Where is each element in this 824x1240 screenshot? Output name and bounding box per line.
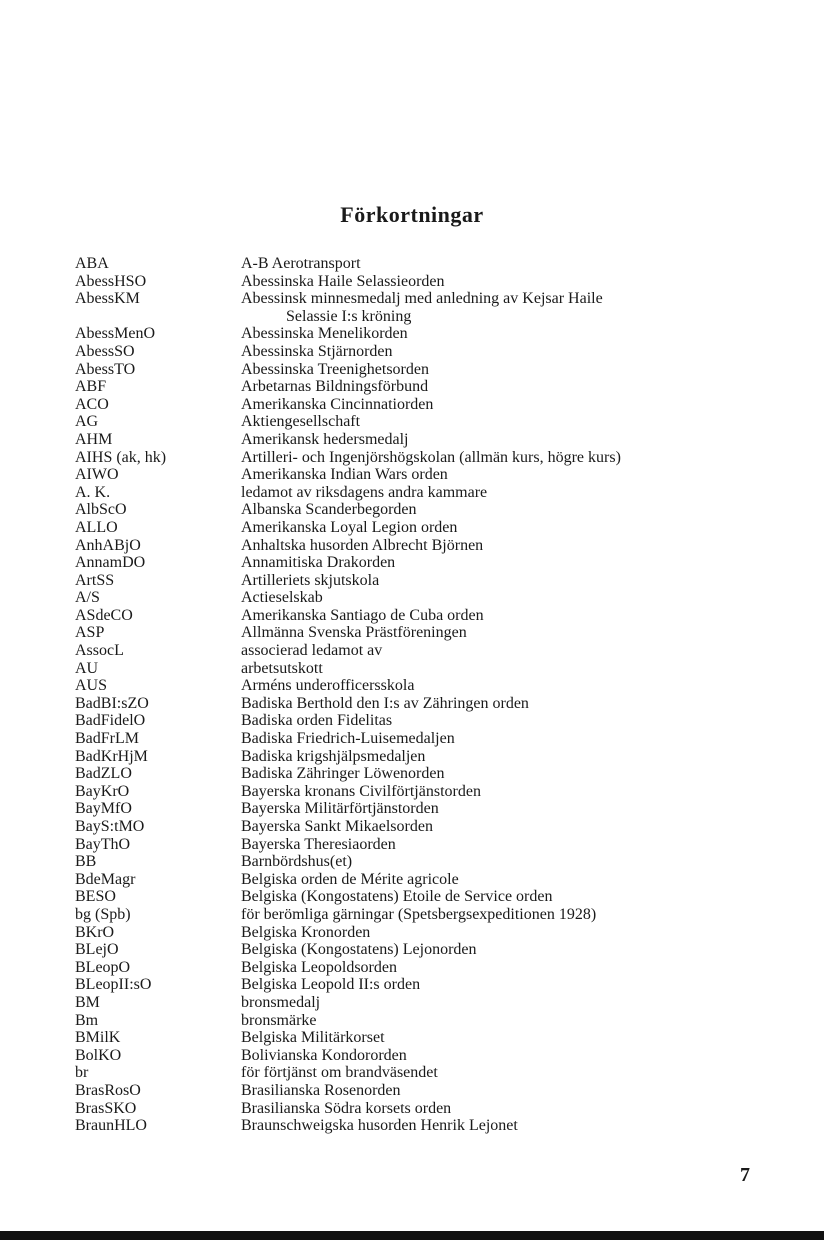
definition-text: A-B Aerotransport bbox=[241, 255, 361, 272]
definition-text: för förtjänst om brandväsendet bbox=[241, 1064, 438, 1082]
definition-text: Actieselskab bbox=[241, 589, 323, 607]
definition bbox=[241, 1064, 749, 1082]
definition-text: associerad ledamot av bbox=[241, 642, 383, 660]
definition-text: Braunschweigska husorden Henrik Lejonet bbox=[241, 1117, 518, 1135]
abbreviation: AbessTO bbox=[75, 360, 136, 378]
definition-text: Albanska Scanderbegorden bbox=[241, 501, 417, 519]
abbreviation: ABA bbox=[75, 255, 109, 272]
abbreviation: AnhABjO bbox=[75, 536, 141, 554]
definition bbox=[241, 642, 749, 660]
definition bbox=[241, 361, 749, 379]
definition bbox=[241, 800, 749, 818]
abbreviation-entry bbox=[0, 783, 824, 801]
definition bbox=[241, 994, 749, 1012]
abbreviation-entry bbox=[0, 343, 824, 361]
definition bbox=[241, 976, 749, 994]
abbreviation: ASdeCO bbox=[75, 606, 133, 624]
definition-text: Badiska krigshjälpsmedaljen bbox=[241, 747, 426, 765]
abbreviation-entry bbox=[0, 941, 824, 959]
definition-text: Annamitiska Drakorden bbox=[241, 554, 396, 572]
definition bbox=[241, 888, 749, 906]
definition-text: Bayerska Sankt Mikaelsorden bbox=[241, 818, 433, 835]
abbreviation-entry bbox=[0, 290, 824, 325]
abbreviation-entry bbox=[0, 748, 824, 766]
definition bbox=[241, 853, 749, 871]
abbreviation: AUS bbox=[75, 677, 108, 695]
abbreviation-entry bbox=[0, 712, 824, 730]
abbreviation: ACO bbox=[75, 395, 109, 413]
abbreviation: BMilK bbox=[75, 1029, 121, 1047]
definition-text: Belgiska Militärkorset bbox=[241, 1029, 385, 1047]
abbreviation-entry bbox=[0, 976, 824, 994]
abbreviation-entry bbox=[0, 765, 824, 783]
definition bbox=[241, 325, 749, 343]
abbreviation-entry bbox=[0, 255, 824, 273]
abbreviation: BadFrLM bbox=[75, 730, 139, 748]
definition bbox=[241, 572, 749, 590]
abbreviation-entry bbox=[0, 325, 824, 343]
definition bbox=[241, 554, 749, 572]
definition bbox=[241, 449, 749, 467]
abbreviation: BayMfO bbox=[75, 800, 132, 818]
definition bbox=[241, 519, 749, 537]
definition-text: Arméns underofficersskola bbox=[241, 677, 415, 695]
definition-text: arbetsutskott bbox=[241, 659, 323, 677]
abbreviation: br bbox=[75, 1064, 89, 1082]
abbreviation-entry bbox=[0, 624, 824, 642]
abbreviation: ABF bbox=[75, 378, 107, 396]
definition-text: Amerikansk hedersmedalj bbox=[241, 430, 409, 448]
abbreviation-entry bbox=[0, 1047, 824, 1065]
definition-text: Abessinska Menelikorden bbox=[241, 325, 408, 343]
abbreviation-entry bbox=[0, 519, 824, 537]
definition-text: ledamot av riksdagens andra kammare bbox=[241, 483, 488, 501]
abbreviation-entry bbox=[0, 273, 824, 291]
abbreviation: bg (Spb) bbox=[75, 905, 131, 923]
abbreviation: BLejO bbox=[75, 941, 119, 959]
abbreviation: BLeopO bbox=[75, 958, 131, 976]
abbreviation: BadZLO bbox=[75, 765, 132, 783]
abbreviation-entry bbox=[0, 818, 824, 836]
abbreviation-entry bbox=[0, 660, 824, 678]
definition-text: Badiska Zähringer Löwenorden bbox=[241, 765, 445, 783]
definition bbox=[241, 501, 749, 519]
abbreviation: BolKO bbox=[75, 1046, 122, 1064]
abbreviation: BayKrO bbox=[75, 782, 130, 800]
abbreviation-entry bbox=[0, 537, 824, 555]
abbreviation: BLeopII:sO bbox=[75, 976, 152, 994]
definition-text: för berömliga gärningar (Spetsbergsexpeditionen 1928) bbox=[241, 905, 597, 923]
abbreviation: ASP bbox=[75, 624, 105, 642]
definition bbox=[241, 959, 749, 977]
page-title: Förkortningar bbox=[340, 202, 484, 227]
abbreviation-entry bbox=[0, 484, 824, 502]
abbreviation: BrasSKO bbox=[75, 1099, 137, 1117]
definition bbox=[241, 1100, 749, 1118]
abbreviation: BdeMagr bbox=[75, 870, 136, 888]
definition bbox=[241, 924, 749, 942]
abbreviation-entry bbox=[0, 924, 824, 942]
abbreviation: AnnamDO bbox=[75, 554, 146, 572]
abbreviation: A/S bbox=[75, 589, 100, 607]
abbreviation-entry bbox=[0, 730, 824, 748]
page-number: 7 bbox=[740, 1164, 750, 1186]
abbreviation: Bm bbox=[75, 1011, 99, 1029]
abbreviation: BraunHLO bbox=[75, 1117, 147, 1135]
definition-text: Bayerska kronans Civilförtjänstorden bbox=[241, 782, 481, 800]
definition-text: Amerikanska Cincinnatiorden bbox=[241, 395, 434, 413]
definition bbox=[241, 677, 749, 695]
abbreviation: AIHS (ak, hk) bbox=[75, 448, 167, 466]
abbreviation-entry bbox=[0, 607, 824, 625]
definition bbox=[241, 941, 749, 959]
definition-text: Badiska Friedrich-Luisemedaljen bbox=[241, 730, 455, 748]
definition-text: Arbetarnas Bildningsförbund bbox=[241, 378, 429, 396]
definition-text: Abessinska Stjärnorden bbox=[241, 342, 393, 360]
abbreviation-entry bbox=[0, 449, 824, 467]
abbreviation-entry bbox=[0, 572, 824, 590]
abbreviation-entry bbox=[0, 994, 824, 1012]
abbreviation-entry bbox=[0, 413, 824, 431]
definition-text: Belgiska (Kongostatens) Lejonorden bbox=[241, 941, 477, 959]
definition bbox=[241, 871, 749, 889]
abbreviation: AlbScO bbox=[75, 501, 127, 519]
abbreviation-entry bbox=[0, 853, 824, 871]
definition-text: Badiska Berthold den I:s av Zähringen orden bbox=[241, 694, 529, 712]
abbreviation-entry bbox=[0, 361, 824, 379]
abbreviation: AbessHSO bbox=[75, 272, 147, 290]
definition bbox=[241, 1117, 749, 1135]
abbreviation: AbessMenO bbox=[75, 325, 155, 343]
abbreviation-entry bbox=[0, 695, 824, 713]
abbreviation: BKrO bbox=[75, 923, 115, 941]
definition bbox=[241, 818, 749, 836]
definition-text: Belgiska orden de Mérite agricole bbox=[241, 870, 459, 888]
abbreviation: BrasRosO bbox=[75, 1081, 141, 1099]
abbreviation-entry bbox=[0, 1064, 824, 1082]
abbreviation: BadFidelO bbox=[75, 712, 146, 730]
abbreviation: AG bbox=[75, 413, 99, 431]
definition-continuation: Selassie I:s kröning bbox=[286, 307, 412, 325]
definition bbox=[241, 466, 749, 484]
definition bbox=[241, 836, 749, 854]
abbreviation-entry bbox=[0, 871, 824, 889]
abbreviation: BadKrHjM bbox=[75, 747, 148, 765]
abbreviation-entry bbox=[0, 1029, 824, 1047]
abbreviation-entry bbox=[0, 501, 824, 519]
definition-text: Aktiengesellschaft bbox=[241, 413, 361, 431]
definition-text: Bolivianska Kondororden bbox=[241, 1046, 407, 1064]
definition bbox=[241, 607, 749, 625]
abbreviation-entry bbox=[0, 1100, 824, 1118]
abbreviation: ArtSS bbox=[75, 571, 115, 589]
definition-text: Abessinsk minnesmedalj med anledning av Kejsar Haile bbox=[241, 290, 603, 308]
definition bbox=[241, 906, 749, 924]
definition-text: Brasilianska Rosenorden bbox=[241, 1081, 401, 1099]
definition bbox=[241, 378, 749, 396]
abbreviation: AbessKM bbox=[75, 290, 140, 308]
abbreviation: A. K. bbox=[75, 483, 111, 501]
definition bbox=[241, 484, 749, 502]
definition-text: Abessinska Treenighetsorden bbox=[241, 360, 429, 378]
abbreviation: ALLO bbox=[75, 518, 118, 536]
abbreviation: AbessSO bbox=[75, 342, 135, 360]
abbreviation-entry bbox=[0, 396, 824, 414]
abbreviation: BM bbox=[75, 993, 100, 1011]
definition-text: bronsmedalj bbox=[241, 993, 321, 1011]
definition-text: Badiska orden Fidelitas bbox=[241, 712, 393, 730]
abbreviation-entry bbox=[0, 378, 824, 396]
definition bbox=[241, 1012, 749, 1030]
definition-text: Belgiska Kronorden bbox=[241, 923, 371, 941]
abbreviation: AIWO bbox=[75, 466, 119, 484]
definition-text: Amerikanska Santiago de Cuba orden bbox=[241, 606, 484, 624]
abbreviation-entry bbox=[0, 888, 824, 906]
definition bbox=[241, 413, 749, 431]
definition-text: Abessinska Haile Selassieorden bbox=[241, 272, 445, 290]
bottom-edge-bar bbox=[0, 1231, 824, 1240]
abbreviation-entry bbox=[0, 1012, 824, 1030]
definition-text: Amerikanska Indian Wars orden bbox=[241, 466, 448, 484]
definition bbox=[241, 1029, 749, 1047]
definition bbox=[241, 537, 749, 555]
definition-text: Anhaltska husorden Albrecht Björnen bbox=[241, 536, 484, 554]
abbreviation: BayS:tMO bbox=[75, 818, 145, 835]
definition bbox=[241, 695, 749, 713]
definition-text: Bayerska Theresiaorden bbox=[241, 835, 396, 853]
abbreviation-entry bbox=[0, 1117, 824, 1135]
definition bbox=[241, 396, 749, 414]
definition bbox=[241, 1047, 749, 1065]
abbreviation-entry bbox=[0, 431, 824, 449]
abbreviation-entry bbox=[0, 800, 824, 818]
abbreviation-entry bbox=[0, 642, 824, 660]
definition bbox=[241, 730, 749, 748]
definition-text: Allmänna Svenska Prästföreningen bbox=[241, 624, 467, 642]
definition-text: Brasilianska Södra korsets orden bbox=[241, 1099, 452, 1117]
definition-text: Artilleri- och Ingenjörshögskolan (allmän kurs, högre kurs) bbox=[241, 448, 621, 466]
definition bbox=[241, 431, 749, 449]
definition-text: Barnbördshus(et) bbox=[241, 853, 353, 871]
definition bbox=[241, 660, 749, 678]
abbreviation: BESO bbox=[75, 888, 116, 906]
abbreviation-entry bbox=[0, 677, 824, 695]
abbreviation: BB bbox=[75, 853, 97, 871]
definition bbox=[241, 589, 749, 607]
definition bbox=[241, 273, 749, 291]
abbreviation-entry bbox=[0, 906, 824, 924]
definition bbox=[241, 624, 749, 642]
abbreviation-entry bbox=[0, 589, 824, 607]
definition bbox=[241, 1082, 749, 1100]
definition bbox=[241, 290, 749, 325]
definition-text: Amerikanska Loyal Legion orden bbox=[241, 518, 458, 536]
definition-text: Belgiska (Kongostatens) Etoile de Service orden bbox=[241, 888, 553, 906]
definition-text: Belgiska Leopoldsorden bbox=[241, 958, 397, 976]
abbreviation-list bbox=[0, 255, 824, 1135]
definition bbox=[241, 748, 749, 766]
definition bbox=[241, 255, 749, 273]
abbreviation-entry bbox=[0, 554, 824, 572]
definition-text: bronsmärke bbox=[241, 1011, 317, 1029]
definition bbox=[241, 712, 749, 730]
definition bbox=[241, 783, 749, 801]
abbreviation-entry bbox=[0, 466, 824, 484]
abbreviation: AssocL bbox=[75, 642, 124, 660]
definition bbox=[241, 343, 749, 361]
abbreviation: BayThO bbox=[75, 835, 131, 853]
definition bbox=[241, 765, 749, 783]
abbreviation-entry bbox=[0, 1082, 824, 1100]
abbreviation-entry bbox=[0, 836, 824, 854]
abbreviation: AU bbox=[75, 659, 99, 677]
definition-text: Bayerska Militärförtjänstorden bbox=[241, 800, 439, 818]
definition-text: Belgiska Leopold II:s orden bbox=[241, 976, 421, 994]
abbreviation: AHM bbox=[75, 430, 113, 448]
abbreviation: BadBI:sZO bbox=[75, 694, 149, 712]
definition-text: Artilleriets skjutskola bbox=[241, 571, 380, 589]
abbreviation-entry bbox=[0, 959, 824, 977]
